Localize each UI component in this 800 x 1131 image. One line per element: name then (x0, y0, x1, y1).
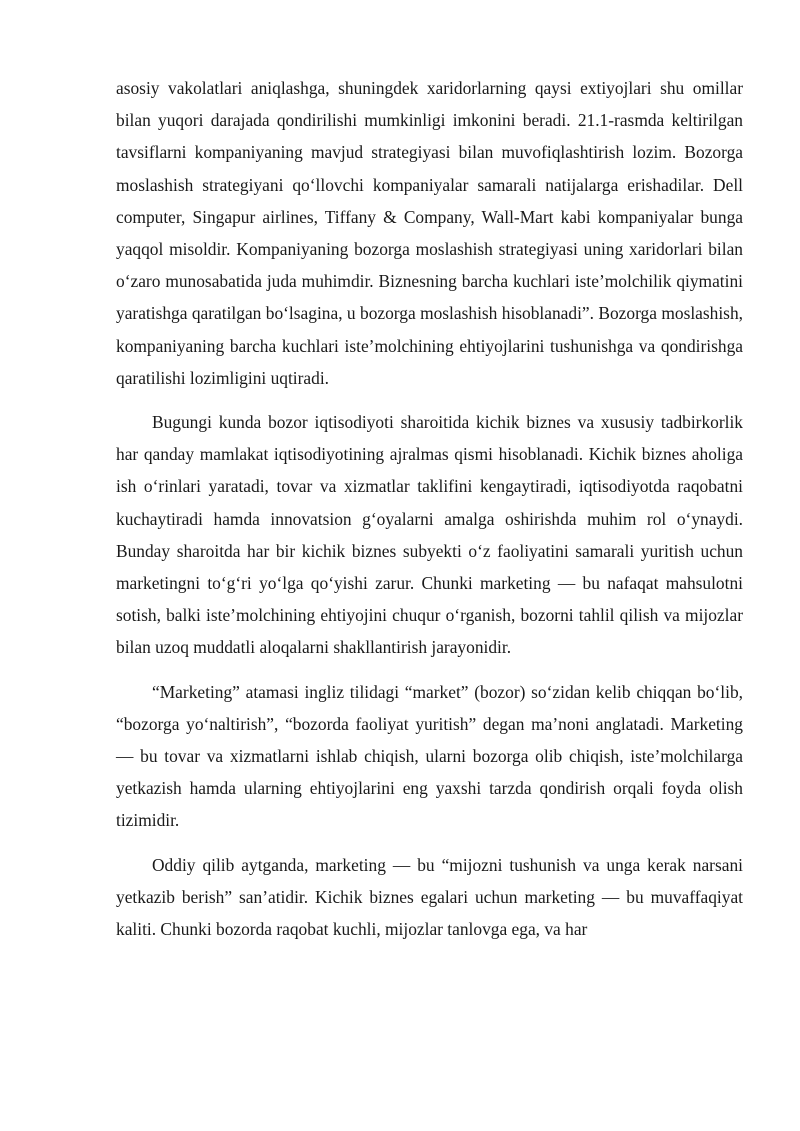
document-page (116, 72, 743, 945)
paragraph-marketing-simple: Oddiy qilib aytganda, marketing — bu “mijozni tushunish va unga kerak narsani yetkazib berish” san’atidir. Kichik biznes egalari uchun marketing — bu muvaffaqiyat kaliti. Chunki bozorda raqobat kuchli, mijozlar tanlovga ega, va har (116, 854, 743, 940)
paragraph-market-orientation: asosiy vakolatlari aniqlashga, shuningdek xaridorlarning qaysi extiyojlari shu omillar bilan yuqori darajada qondirilishi mumkinligi imkonini beradi. 21.1-rasmda keltirilgan tavsiflarni kompaniyaning mavjud strategiyasi bilan muvofiqlashtirish lozim. Bozorga moslashish strategiyani qo‘llovchi kompaniyalar samarali natijalarga erishadilar. Dell computer, Singapur airlines, Tiffany & Company, Wall-Mart kabi kompaniyalar bunga yaqqol misoldir. Kompaniyaning bozorga moslashish strategiyasi uning xaridorlari bilan o‘zaro munosabatida juda muhimdir. Biznesning barcha kuchlari iste’molchilik qiymatini yaratishga qaratilgan bo‘lsagina, u bozorga moslashish hisoblanadi”. Bozorga moslashish, kompaniyaning barcha kuchlari iste’molchining ehtiyojlarini tushunishga va qondirishga qaratilishi lozimligini uqtiradi. (116, 78, 743, 388)
paragraph-small-business: Bugungi kunda bozor iqtisodiyoti sharoitida kichik biznes va xususiy tadbirkorlik har qanday mamlakat iqtisodiyotining ajralmas qismi hisoblanadi. Kichik biznes aholiga ish o‘rinlari yaratadi, tovar va xizmatlar taklifini kengaytiradi, iqtisodiyotda raqobatni kuchaytiradi hamda innovatsion g‘oyalarni amalga oshirishda muhim rol o‘ynaydi. Bunday sharoitda har bir kichik biznes subyekti o‘z faoliyatini samarali yuritish uchun marketingni to‘g‘ri yo‘lga qo‘yishi zarur. Chunki marketing — bu nafaqat mahsulotni sotish, balki iste’molchining ehtiyojini chuqur o‘rganish, bozorni tahlil qilish va mijozlar bilan uzoq muddatli aloqalarni shakllantirish jarayonidir. (116, 412, 743, 658)
paragraph-marketing-definition: “Marketing” atamasi ingliz tilidagi “market” (bozor) so‘zidan kelib chiqqan bo‘lib, “bozorga yo‘naltirish”, “bozorda faoliyat yuritish” degan ma’noni anglatadi. Marketing — bu tovar va xizmatlarni ishlab chiqish, ularni bozorga olib chiqish, iste’molchilarga yetkazish hamda ularning ehtiyojlarini eng yaxshi tarzda qondirish orqali foyda olish tizimidir. (116, 681, 743, 831)
